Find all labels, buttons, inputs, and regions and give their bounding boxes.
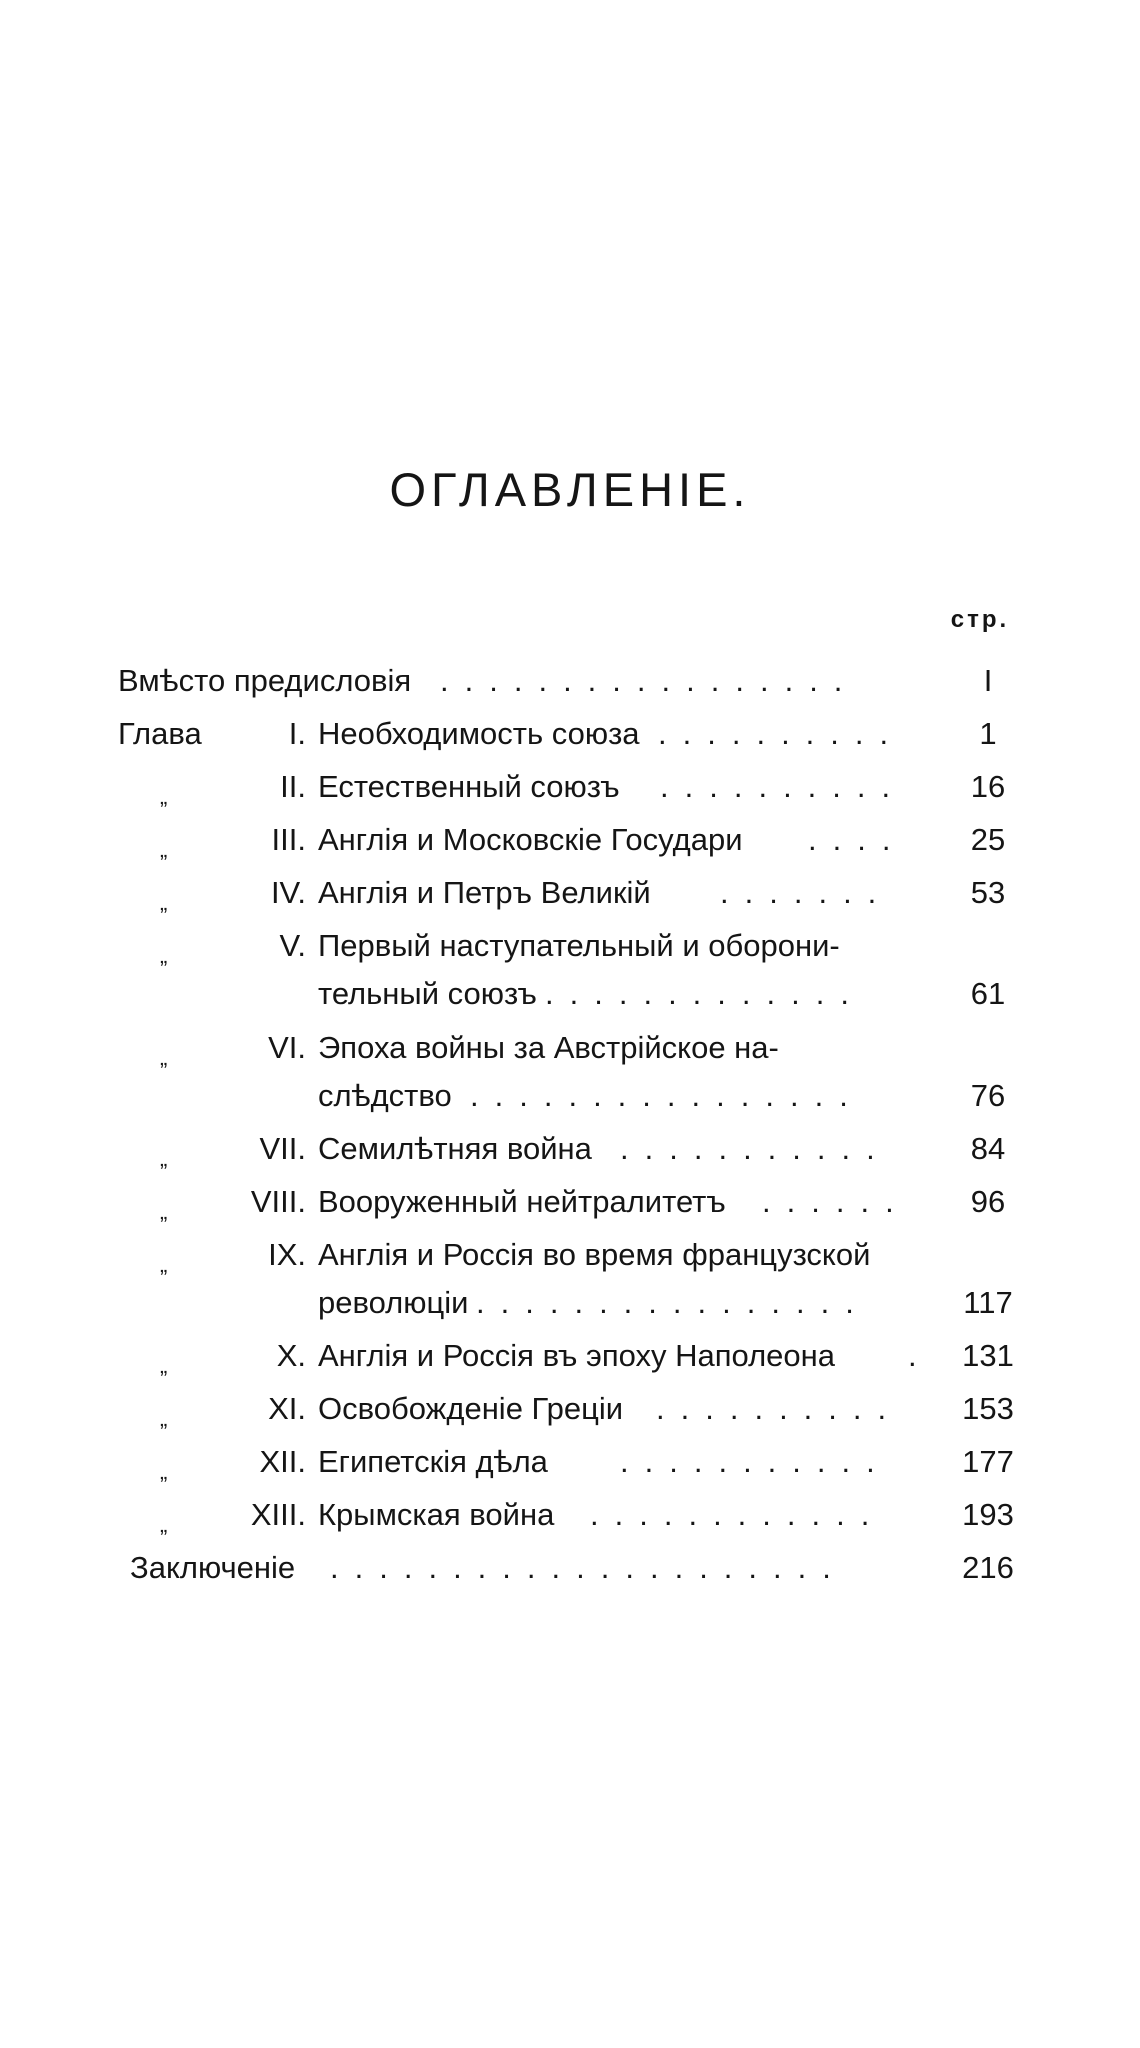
page-title: ОГЛАВЛЕНІЕ. (389, 463, 751, 516)
ditto-mark: „ (160, 1252, 168, 1277)
toc-entry-title: Необходимость союза (318, 716, 640, 751)
chapter-numeral: VI. (268, 1030, 306, 1065)
toc-entry-title: Вмѣсто предисловія (118, 663, 412, 698)
toc-entry-chapter-5-line-1[interactable] (0, 920, 1140, 972)
toc-entry-title-line-1: Первый наступательный и оборони- (318, 928, 840, 963)
toc-entry-chapter-10[interactable] (0, 1330, 1140, 1382)
toc-entry-title-line-1: Эпоха войны за Австрійское на- (318, 1030, 779, 1065)
toc-entry-chapter-9-line-2[interactable] (0, 1277, 1140, 1329)
leader-dots: ................ (476, 1285, 870, 1320)
toc-entry-page: 76 (970, 1078, 1006, 1113)
leader-dots: ...... (762, 1184, 910, 1219)
chapter-numeral: I. (288, 716, 306, 751)
ditto-mark: „ (160, 1199, 168, 1224)
toc-entry-title: Англія и Россія въ эпоху Наполеона (318, 1338, 836, 1373)
toc-entry-chapter-1[interactable] (0, 708, 1140, 760)
chapter-prefix: Глава (118, 716, 202, 751)
toc-entry-title: Англія и Московскіе Государи (318, 822, 743, 857)
toc-entry-title: Крымская война (318, 1497, 555, 1532)
chapter-numeral: III. (271, 822, 306, 857)
leader-dots: .......... (660, 769, 907, 804)
toc-entry-title: Естественный союзъ (318, 769, 620, 804)
toc-entry-page: 53 (970, 875, 1006, 910)
leader-dots: .... (808, 822, 907, 857)
toc-entry-page: 131 (962, 1338, 1014, 1373)
page-column-label: стр. (950, 606, 1010, 633)
toc-entry-chapter-3[interactable] (0, 814, 1140, 866)
leader-dots: ........... (620, 1131, 891, 1166)
toc-entry-page: 25 (970, 822, 1006, 857)
chapter-numeral: XI. (268, 1391, 306, 1426)
toc-entry-chapter-11[interactable] (0, 1383, 1140, 1435)
ditto-mark: „ (160, 1146, 168, 1171)
toc-entry-page: 1 (979, 716, 997, 751)
toc-entry-chapter-7[interactable] (0, 1123, 1140, 1175)
toc-entry-chapter-12[interactable] (0, 1436, 1140, 1488)
leader-dots: .......... (656, 1391, 903, 1426)
toc-entry-chapter-5-line-2[interactable] (0, 968, 1140, 1020)
ditto-mark: „ (160, 1406, 168, 1431)
ditto-mark: „ (160, 837, 168, 862)
chapter-numeral: II. (280, 769, 306, 804)
chapter-numeral: XIII. (250, 1497, 306, 1532)
toc-entry-chapter-2[interactable] (0, 761, 1140, 813)
toc-entry-page: 96 (970, 1184, 1006, 1219)
toc-entry-title: Заключеніе (130, 1550, 296, 1585)
leader-dots: ................ (470, 1078, 864, 1113)
leader-dots: ............. (545, 976, 865, 1011)
toc-entry-chapter-9-line-1[interactable] (0, 1229, 1140, 1281)
toc-entry-page: 84 (970, 1131, 1006, 1166)
toc-entry-title: Англія и Петръ Великій (318, 875, 651, 910)
leader-dots: ..................... (330, 1550, 847, 1585)
leader-dots: .......... (658, 716, 905, 751)
toc-entry-chapter-13[interactable] (0, 1489, 1140, 1541)
toc-entry-title-line-2: тельный союзъ (318, 976, 537, 1011)
ditto-mark: „ (160, 890, 168, 915)
toc-entry-chapter-8[interactable] (0, 1176, 1140, 1228)
toc-entry-page: 153 (962, 1391, 1014, 1426)
ditto-mark: „ (160, 1512, 168, 1537)
chapter-numeral: X. (276, 1338, 306, 1373)
toc-entry-conclusion[interactable] (0, 1542, 1140, 1594)
toc-entry-preface[interactable] (0, 655, 1140, 707)
chapter-numeral: VII. (259, 1131, 306, 1166)
toc-entry-page: I (983, 663, 993, 698)
chapter-numeral: IV. (270, 875, 306, 910)
chapter-numeral: V. (279, 928, 306, 963)
leader-dots: ........... (620, 1444, 891, 1479)
toc-entry-title: Освобожденіе Греціи (318, 1391, 624, 1426)
toc-entry-title-line-1: Англія и Россія во время французской (318, 1237, 871, 1272)
toc-entry-page: 117 (963, 1285, 1013, 1320)
toc-entry-title: Семилѣтняя война (318, 1131, 592, 1166)
toc-entry-page: 16 (970, 769, 1006, 804)
leader-dots: ....... (720, 875, 893, 910)
ditto-mark: „ (160, 943, 168, 968)
leader-dots: ................. (440, 663, 859, 698)
leader-dots: . (908, 1338, 933, 1373)
ditto-mark: „ (160, 1459, 168, 1484)
toc-entry-page: 177 (962, 1444, 1014, 1479)
toc-entry-page: 193 (962, 1497, 1014, 1532)
toc-entry-chapter-6-line-1[interactable] (0, 1022, 1140, 1074)
ditto-mark: „ (160, 784, 168, 809)
toc-entry-title-line-2: слѣдство (318, 1078, 452, 1113)
chapter-numeral: XII. (259, 1444, 306, 1479)
toc-entry-title: Египетскія дѣла (318, 1444, 548, 1479)
ditto-mark: „ (160, 1353, 168, 1378)
toc-entry-title-line-2: революціи (318, 1285, 469, 1320)
chapter-numeral: IX. (268, 1237, 306, 1272)
chapter-numeral: VIII. (250, 1184, 306, 1219)
toc-entry-title: Вооруженный нейтралитетъ (318, 1184, 726, 1219)
leader-dots: ............ (590, 1497, 886, 1532)
toc-entry-page: 61 (970, 976, 1006, 1011)
toc-entry-chapter-6-line-2[interactable] (0, 1070, 1140, 1122)
ditto-mark: „ (160, 1045, 168, 1070)
toc-entry-page: 216 (962, 1550, 1014, 1585)
toc-entry-chapter-4[interactable] (0, 867, 1140, 919)
